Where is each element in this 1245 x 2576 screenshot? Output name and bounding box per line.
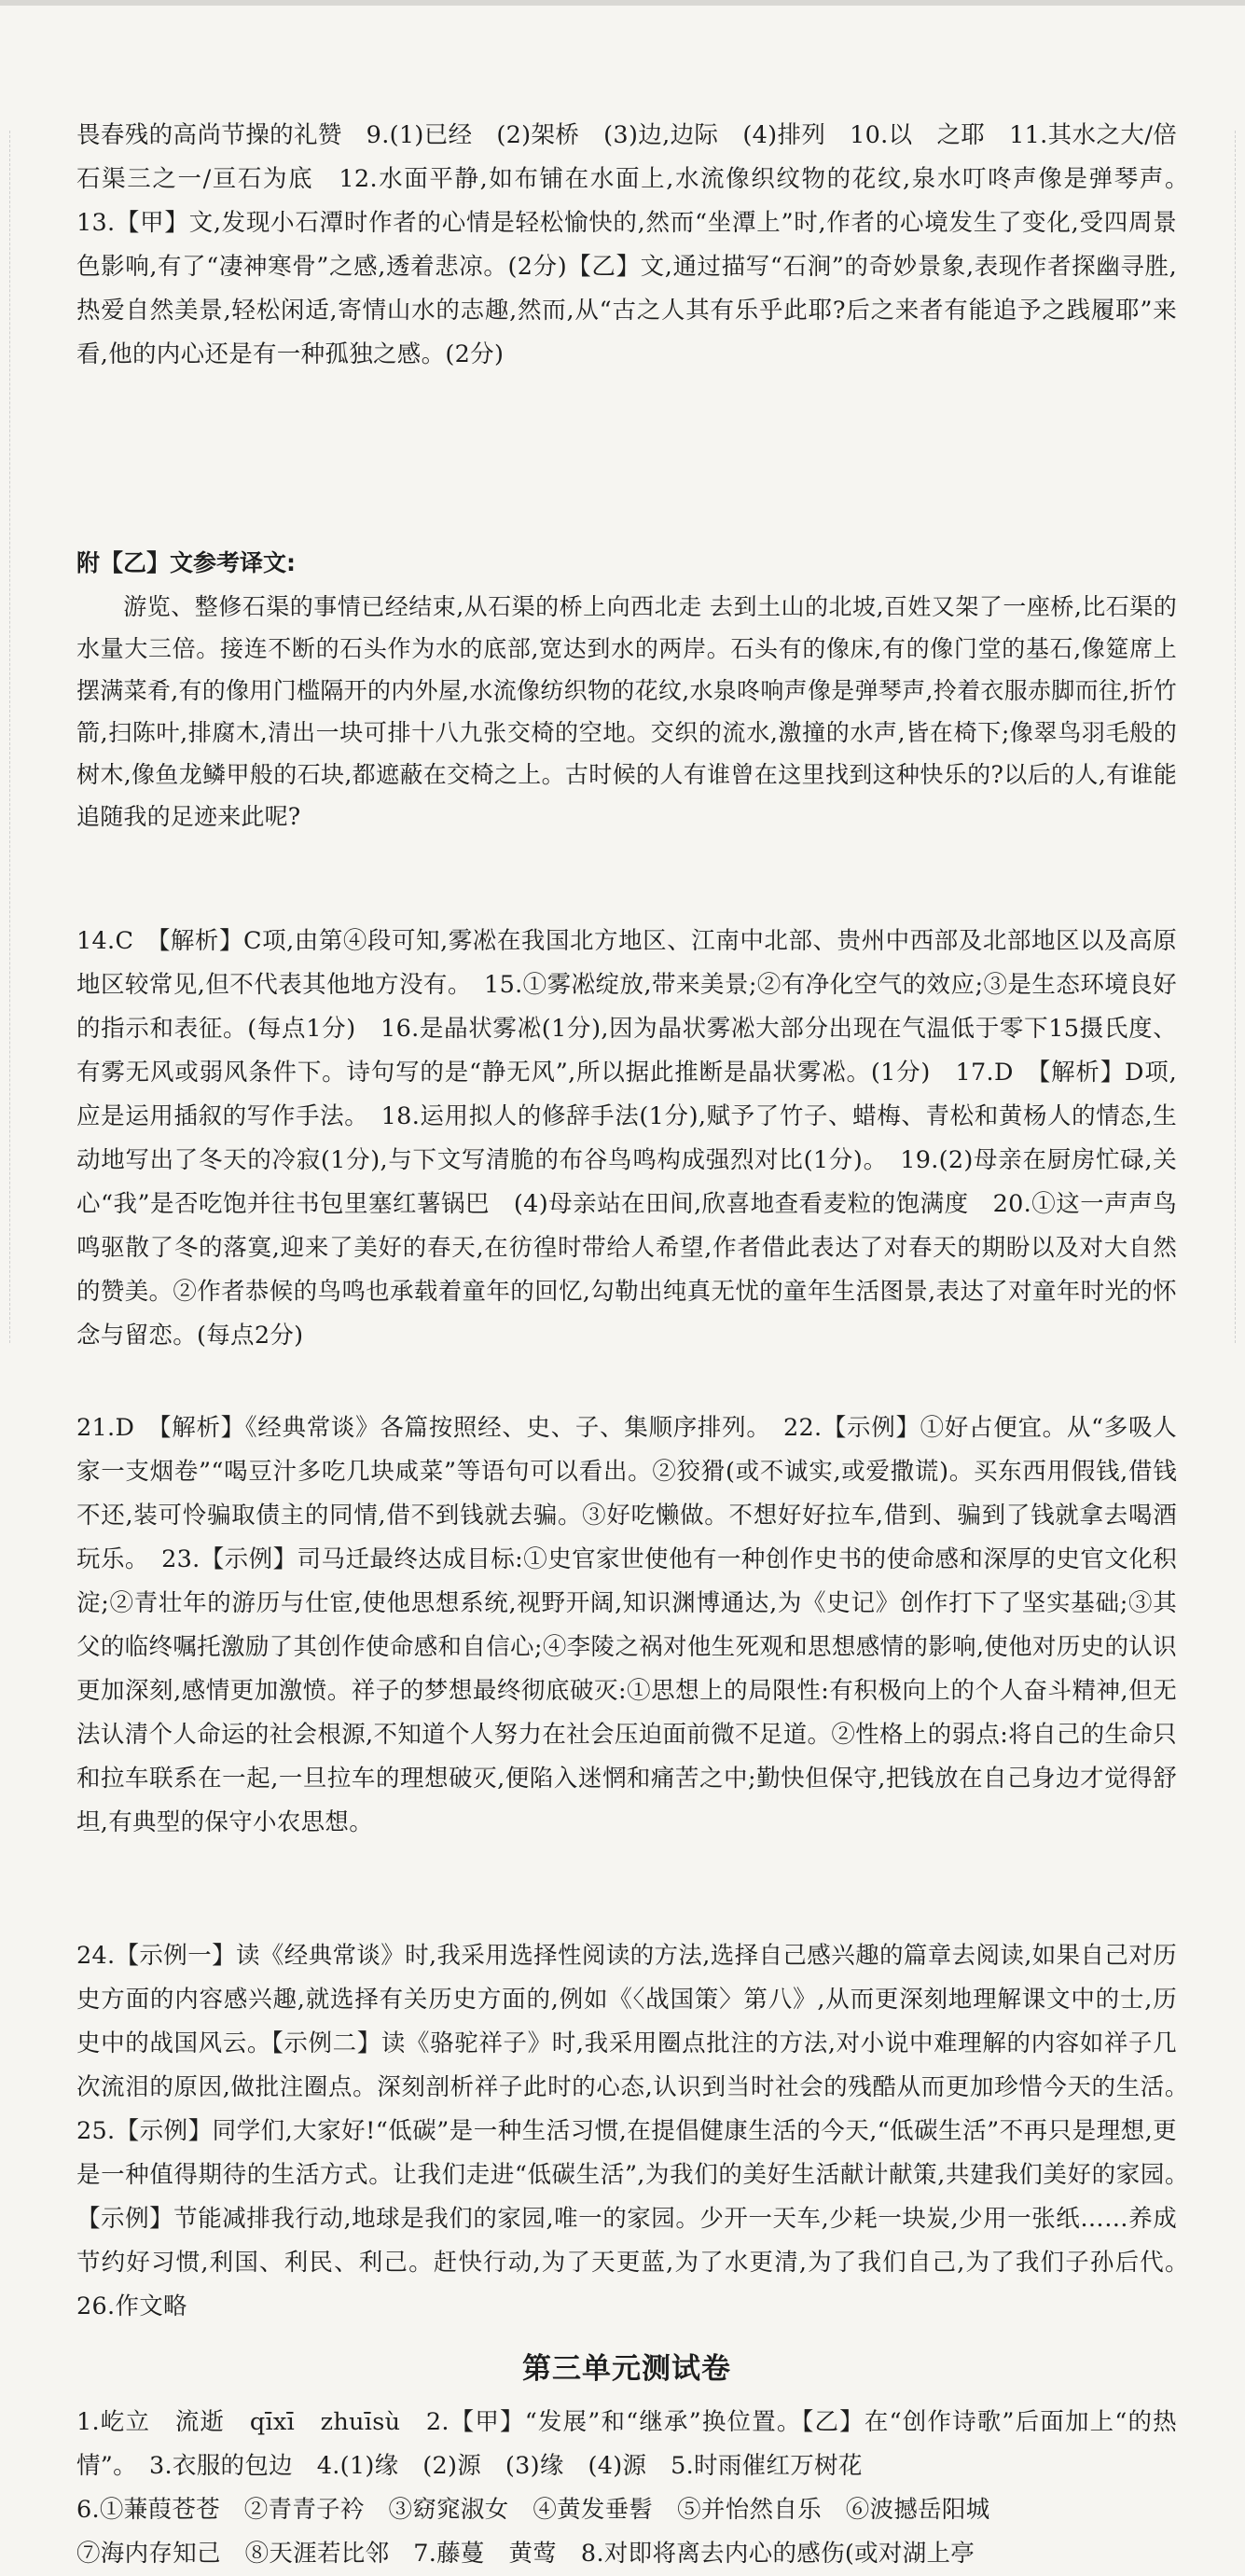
- top-edge: [0, 0, 1245, 6]
- answers-24-26: 24.【示例一】读《经典常谈》时,我采用选择性阅读的方法,选择自己感兴趣的篇章去阅读,如果自己对历史方面的内容感兴趣,就选择有关历史方面的,例如《〈战国策〉第八》,从而更深刻地理解课文中的士,历史中的战国风云。【示例二】读《骆驼祥子》时,我采用圈点批注的方法,对小说中难理解的内容如祥子几次流泪的原因,做批注圈点。深刻剖析祥子此时的心态,认识到当时社会的残酷从而更加珍惜今天的生活。 25.【示例】同学们,大家好!“低碳”是一种生活习惯,在提倡健康生活的今天,“低碳生活”不再只是理想,更是一种值得期待的生活方式。让我们走进“低碳生活”,为我们的美好生活献计献策,共建我们美好的家园。 【示例】节能减排我行动,地球是我们的家园,唯一的家园。少开一天车,少耗一块炭,少用一张纸……养成节约好习惯,利国、利民、利己。赶快行动,为了天更蓝,为了水更清,为了我们自己,为了我们子孙后代。 26.作文略: [76, 1942, 1201, 2320]
- section-title: 第三单元测试卷: [522, 2352, 731, 2386]
- answers-14-20: 14.C 【解析】C项,由第④段可知,雾凇在我国北方地区、江南中北部、贵州中西部及北部地区以及高原地区较常见,但不代表其他地方没有。 15.①雾凇绽放,带来美景;②有净化空气的效应;③是生态环境良好的指示和表征。(每点1分) 16.是晶状雾凇(1分),因为晶状雾凇大部分出现在气温低于零下15摄氏度、有雾无风或弱风条件下。诗句写的是“静无风”,所以据此推断是晶状雾凇。(1分) 17.D 【解析】D项,应是运用插叙的写作手法。 18.运用拟人的修辞手法(1分),赋予了竹子、蜡梅、青松和黄杨人的情态,生动地写出了冬天的冷寂(1分),与下文写清脆的布谷鸟鸣构成强烈对比(1分)。 19.(2)母亲在厨房忙碌,关心“我”是否吃饱并往书包里塞红薯锅巴 (4)母亲站在田间,欣喜地查看麦粒的饱满度 20.①这一声声鸟鸣驱散了冬的落寞,迎来了美好的春天,在彷徨时带给人希望,作者借此表达了对春天的期盼以及对大自然的赞美。②作者恭候的鸟鸣也承载着童年的回忆,勾勒出纯真无忧的童年生活图景,表达了对童年时光的怀念与留恋。(每点2分): [76, 927, 1177, 1350]
- unit3-answers: [76, 2401, 1177, 2576]
- unit3-line-1: 1.屹立 流逝 qīxī zhuīsù 2.【甲】“发展”和“继承”换位置。【乙】在“创作诗歌”后面加上“的热情”。 3.衣服的包边 4.(1)缘 (2)源 (3)缘 (4)源 5.时雨催红万树花: [76, 2408, 1177, 2480]
- left-margin-line: [9, 131, 10, 1343]
- unit3-line-2: 6.①蒹葭苍苍 ②青青子衿 ③窈窕淑女 ④黄发垂髫 ⑤并怡然自乐 ⑥波撼岳阳城: [76, 2496, 990, 2524]
- right-margin-line: [1235, 131, 1236, 1343]
- translation-text: [76, 586, 1177, 920]
- unit3-line-3: ⑦海内存知己 ⑧天涯若比邻 7.藤蔓 黄莺 8.对即将离去内心的感伤(或对湖上亭: [76, 2540, 975, 2568]
- answers-21-23: 21.D 【解析】《经典常谈》各篇按照经、史、子、集顺序排列。 22.【示例】①好占便宜。从“多吸人家一支烟卷”“喝豆汁多吃几块咸菜”等语句可以看出。②狡猾(或不诚实,或爱撒谎)。买东西用假钱,借钱不还,装可怜骗取债主的同情,借不到钱就去骗。③好吃懒做。不想好好拉车,借到、骗到了钱就拿去喝酒玩乐。 23.【示例】司马迁最终达成目标:①史官家世使他有一种创作史书的使命感和深厚的史官文化积淀;②青壮年的游历与仕宦,使他思想系统,视野开阔,知识渊博通达,为《史记》创作打下了坚实基础;③其父的临终嘱托激励了其创作使命感和自信心;④李陵之祸对他生死观和思想感情的影响,使他对历史的认识更加深刻,感情更加激愤。祥子的梦想最终彻底破灭:①思想上的局限性:有积极向上的个人奋斗精神,但无法认清个人命运的社会根源,不知道个人努力在社会压迫面前微不足道。②性格上的弱点:将自己的生命只和拉车联系在一起,一旦拉车的理想破灭,便陷入迷惘和痛苦之中;勤快但保守,把钱放在自己身边才觉得舒坦,有典型的保守小农思想。: [76, 1414, 1177, 1836]
- translation-body: 游览、整修石渠的事情已经结束,从石渠的桥上向西北走 去到土山的北坡,百姓又架了一座桥,比石渠的水量大三倍。接连不断的石头作为水的底部,宽达到水的两岸。石头有的像床,有的像门堂的基石,像筵席上摆满菜肴,有的像用门槛隔开的内外屋,水流像纺织物的花纹,水泉咚响声像是弹琴声,拎着衣服赤脚而往,折竹箭,扫陈叶,排腐木,清出一块可排十八九张交椅的空地。交织的流水,激撞的水声,皆在椅下;像翠鸟羽毛般的树木,像鱼龙鳞甲般的石块,都遮蔽在交椅之上。古时候的人有谁曾在这里找到这种快乐的?以后的人,有谁能追随我的足迹来此呢?: [76, 593, 1177, 830]
- answer-page: [76, 114, 1201, 2576]
- appendix-heading: 附【乙】文参考译文:: [76, 549, 296, 576]
- answers-9-13: 畏春残的高尚节操的礼赞 9.(1)已经 (2)架桥 (3)边,边际 (4)排列 10.以 之耶 11.其水之大/倍石渠三之一/亘石为底 12.水面平静,如布铺在水面上,水流像织纹物的花纹,泉水叮咚声像是弹琴声。 13.【甲】文,发现小石潭时作者的心情是轻松愉快的,然而“坐潭上”时,作者的心境发生了变化,受四周景色影响,有了“凄神寒骨”之感,透着悲凉。(2分)【乙】文,通过描写“石涧”的奇妙景象,表现作者探幽寻胜,热爱自然美景,轻松闲适,寄情山水的志趣,然而,从“古之人其有乐乎此耶?后之来者有能追予之践履耶”来看,他的内心还是有一种孤独之感。(2分): [76, 121, 1201, 368]
